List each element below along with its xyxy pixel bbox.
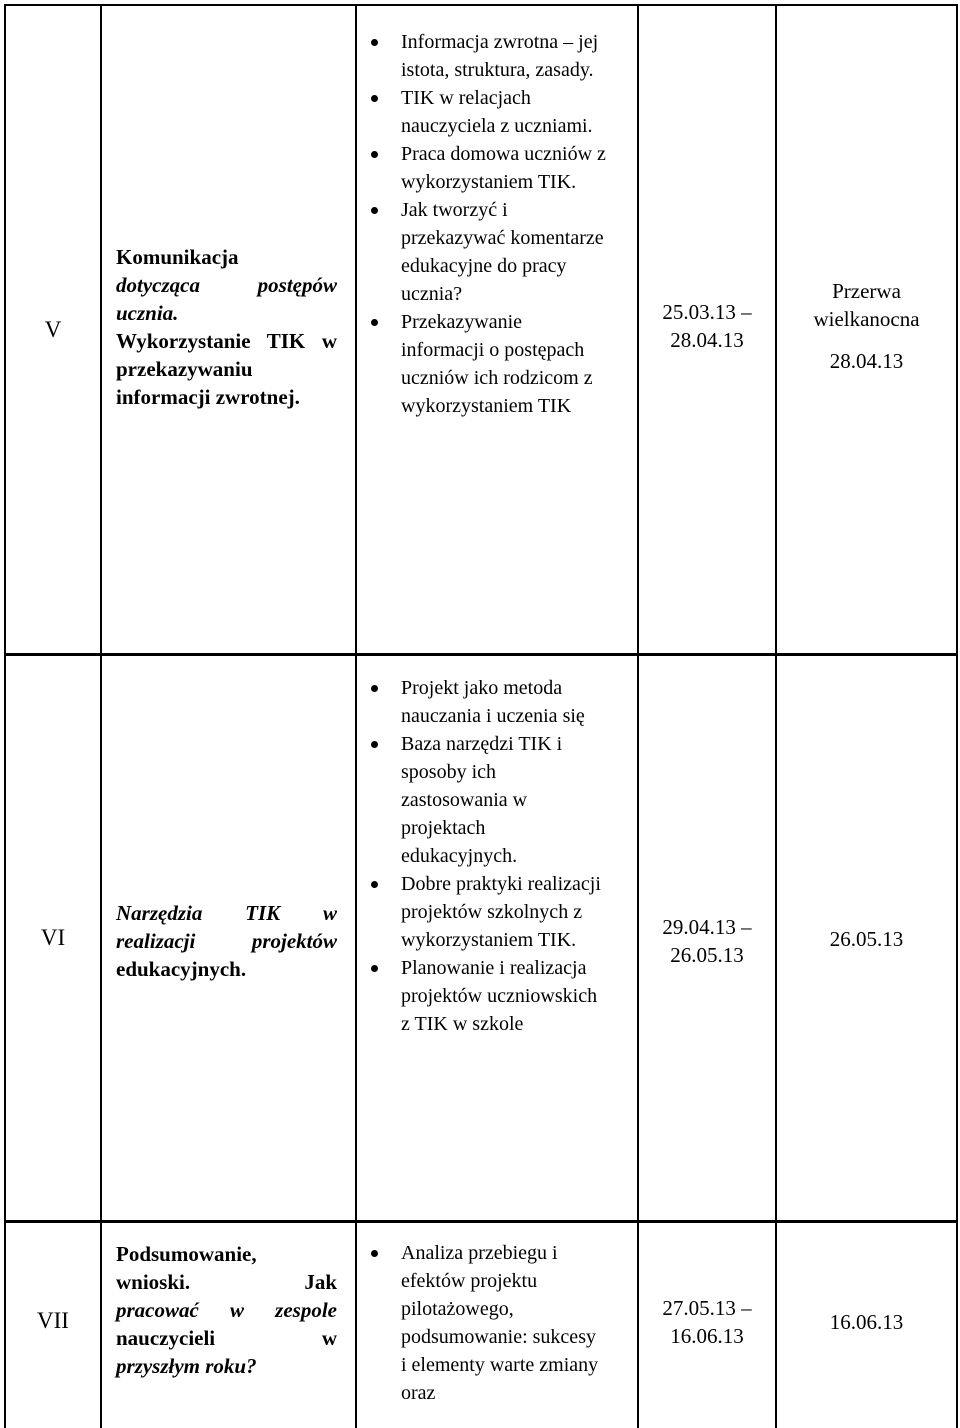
- row-number: V: [44, 316, 62, 342]
- content-cell: [357, 1223, 637, 1428]
- date-end: 16.06.13: [670, 1323, 744, 1348]
- topic-line: przekazywaniu: [116, 356, 253, 381]
- topic-cell: [102, 6, 355, 653]
- bullet-item: Analiza przebiegu i efektów projektu pilotażowego, podsumowanie: sukcesy i elementy warte zmiany oraz: [365, 1239, 606, 1407]
- bullet-list: [365, 28, 637, 420]
- row-number-cell: [6, 6, 100, 653]
- row-number-cell: [6, 656, 100, 1220]
- topic-cell: [102, 656, 355, 1220]
- topic-line: informacji zwrotnej.: [116, 384, 300, 409]
- bullet-item: Praca domowa uczniów z wykorzystaniem TIK.: [365, 140, 606, 196]
- row-number: VI: [40, 925, 66, 950]
- bullet-item: Jak tworzyć i przekazywać komentarze edukacyjne do pracy ucznia?: [365, 196, 606, 308]
- topic-line: nauczycieli w: [116, 1326, 337, 1350]
- topic-line: dotycząca postępów: [116, 272, 337, 297]
- topic-line: pracować w zespole: [116, 1298, 337, 1322]
- bullet-item: Projekt jako metoda nauczania i uczenia się: [365, 674, 606, 730]
- topic-cell: [102, 1223, 355, 1428]
- bullet-item: Planowanie i realizacja projektów uczniowskich z TIK w szkole: [365, 954, 606, 1038]
- topic-line: Podsumowanie,: [116, 1242, 257, 1266]
- date-start: 25.03.13 –: [662, 299, 752, 324]
- bullet-item: Informacja zwrotna – jej istota, struktura, zasady.: [365, 28, 606, 84]
- deadline-cell: [777, 6, 956, 653]
- topic-line: przyszłym roku?: [116, 1354, 257, 1378]
- deadline-date: 28.04.13: [829, 348, 904, 373]
- date-range-cell: [639, 6, 775, 653]
- deadline-date: 16.06.13: [829, 1309, 904, 1334]
- row-number: VII: [37, 1307, 69, 1333]
- grid-line: [956, 4, 958, 1428]
- bullet-item: Dobre praktyki realizacji projektów szkolnych z wykorzystaniem TIK.: [365, 870, 606, 954]
- topic-line: wnioski. Jak: [116, 1270, 337, 1294]
- date-start: 27.05.13 –: [662, 1295, 752, 1320]
- bullet-item: Przekazywanie informacji o postępach uczniów ich rodzicom z wykorzystaniem TIK: [365, 308, 606, 420]
- date-end: 26.05.13: [670, 943, 744, 967]
- bullet-item: TIK w relacjach nauczyciela z uczniami.: [365, 84, 606, 140]
- topic-line: realizacji projektów: [116, 929, 337, 953]
- topic-line: edukacyjnych.: [116, 957, 247, 981]
- deadline-date: 26.05.13: [829, 927, 904, 951]
- break-note: Przerwa wielkanocna: [813, 278, 920, 331]
- row-number-cell: [6, 1223, 100, 1428]
- bullet-list: [365, 1239, 637, 1407]
- deadline-cell: [777, 656, 956, 1220]
- bullet-item: Baza narzędzi TIK i sposoby ich zastosowania w projektach edukacyjnych.: [365, 730, 606, 870]
- bullet-list: [365, 674, 637, 1038]
- date-range-cell: [639, 1223, 775, 1428]
- date-range-cell: [639, 656, 775, 1220]
- topic-line: Komunikacja: [116, 244, 239, 269]
- topic-line: Narzędzia TIK w: [116, 901, 337, 925]
- topic-line: Wykorzystanie TIK w: [116, 328, 337, 353]
- date-start: 29.04.13 –: [662, 915, 752, 939]
- content-cell: [357, 656, 637, 1220]
- content-cell: [357, 6, 637, 653]
- date-end: 28.04.13: [670, 327, 744, 352]
- topic-line: ucznia.: [116, 300, 179, 325]
- deadline-cell: [777, 1223, 956, 1428]
